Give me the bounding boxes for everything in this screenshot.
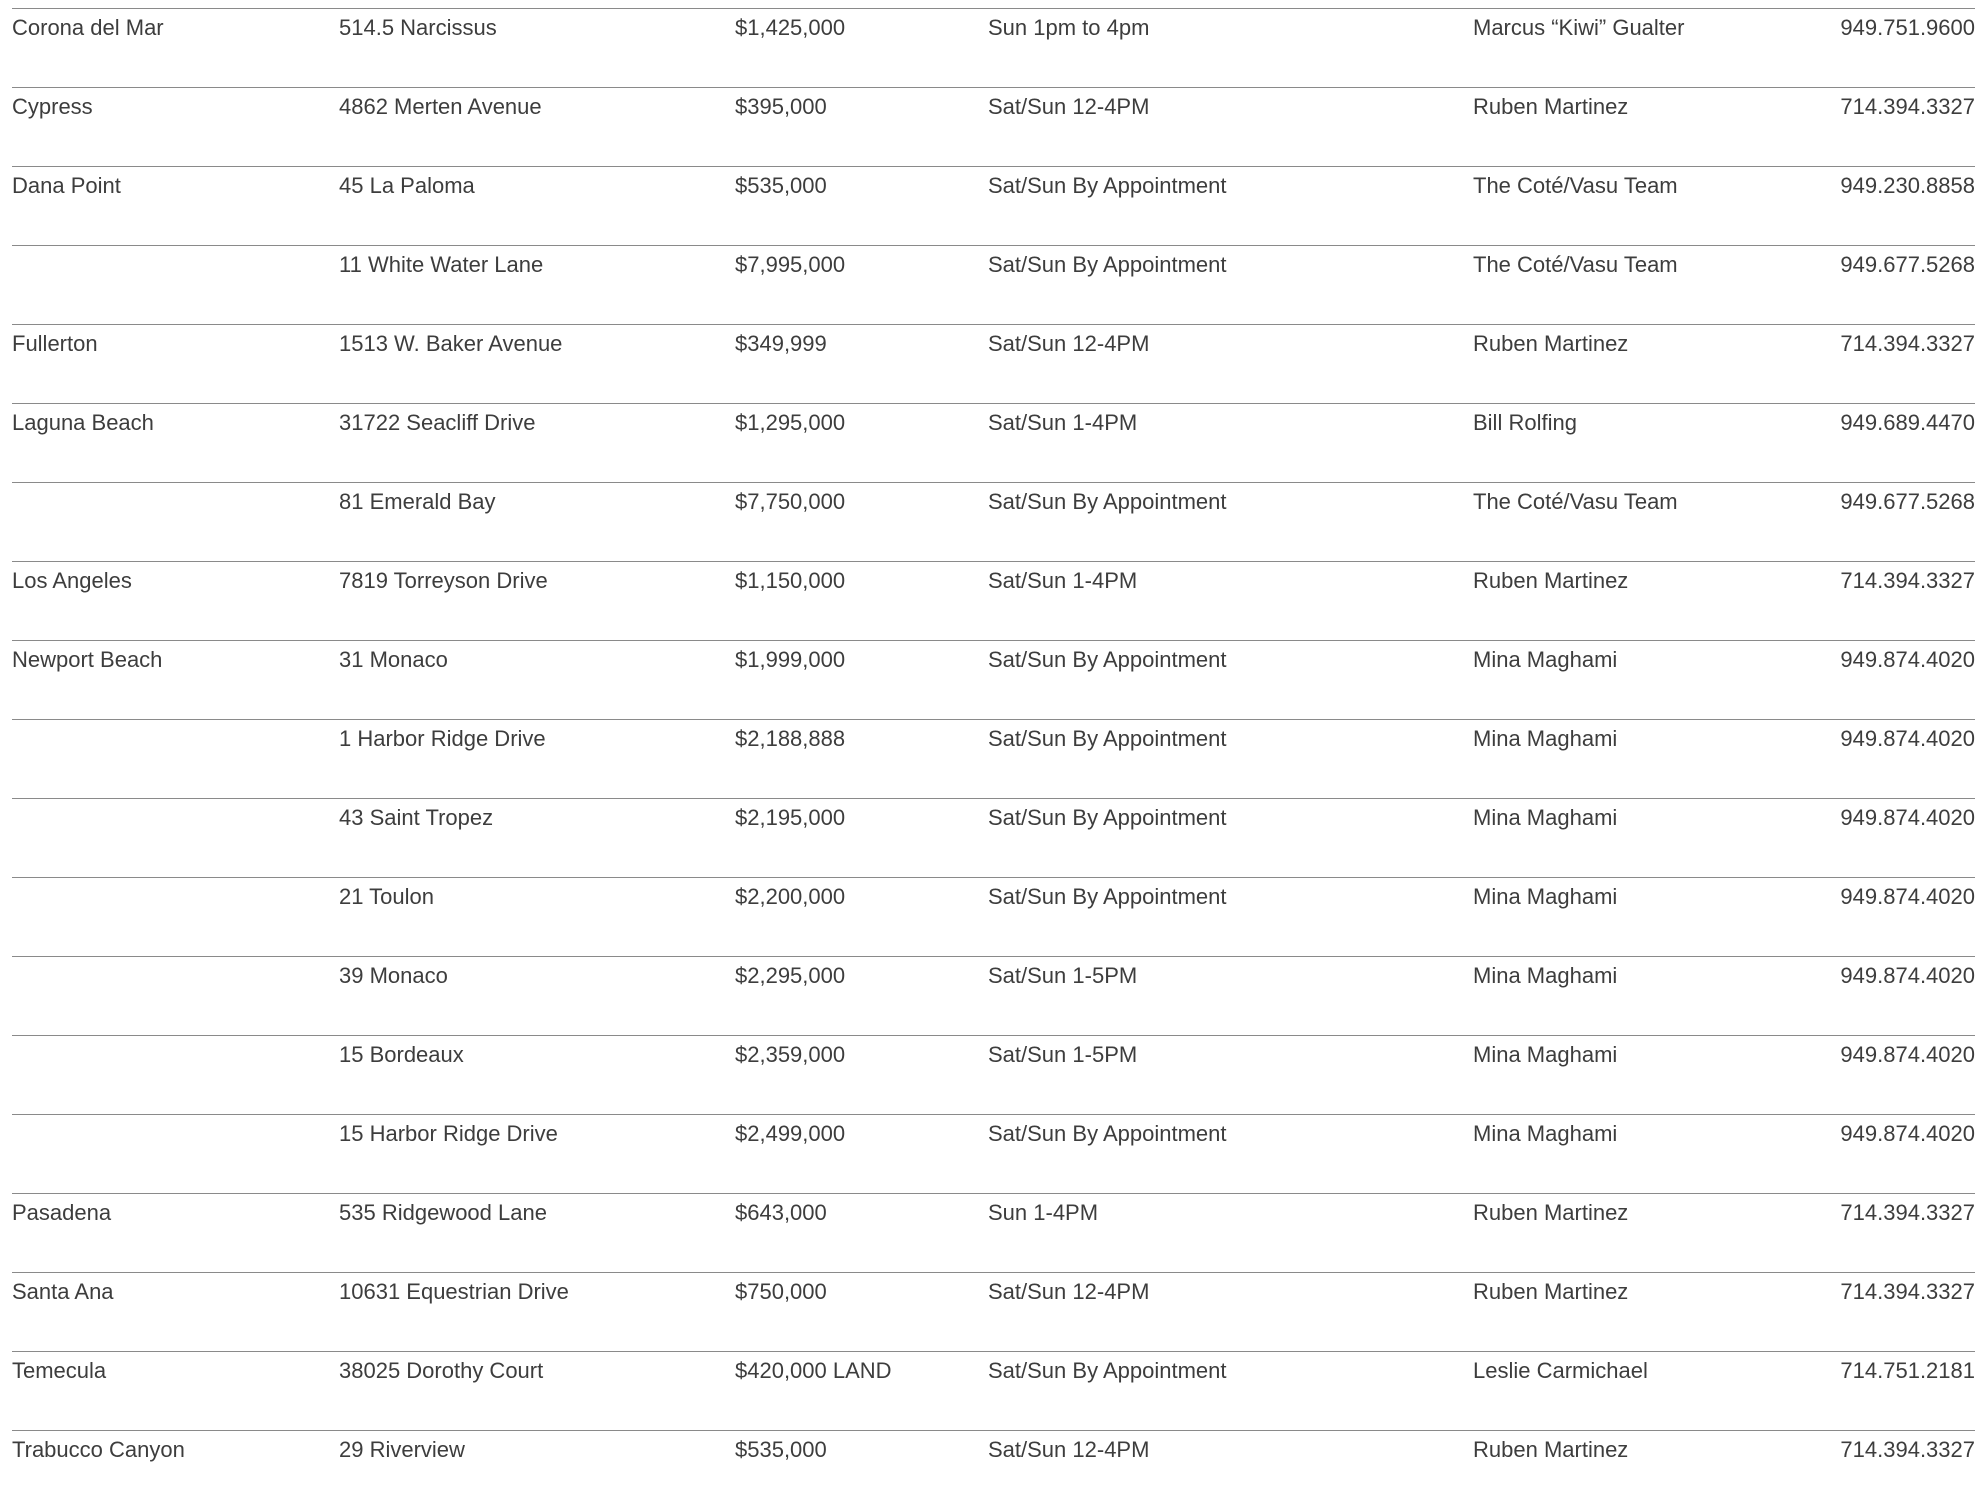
address-cell: 81 Emerald Bay xyxy=(339,483,735,562)
phone-cell: 949.677.5268 xyxy=(1805,483,1975,562)
city-cell xyxy=(12,246,339,325)
phone-cell: 949.689.4470 xyxy=(1805,404,1975,483)
phone-cell: 949.874.4020 xyxy=(1805,720,1975,799)
city-cell: Cypress xyxy=(12,88,339,167)
city-cell xyxy=(12,957,339,1036)
hours-cell: Sun 1pm to 4pm xyxy=(988,9,1473,88)
open-house-listings-table xyxy=(12,8,1975,1491)
address-cell: 514.5 Narcissus xyxy=(339,9,735,88)
address-cell: 11 White Water Lane xyxy=(339,246,735,325)
address-cell: 31722 Seacliff Drive xyxy=(339,404,735,483)
price-cell: $349,999 xyxy=(735,325,988,404)
hours-cell: Sat/Sun 1-4PM xyxy=(988,562,1473,641)
table-row xyxy=(12,878,1975,957)
table-row xyxy=(12,246,1975,325)
hours-cell: Sun 1-4PM xyxy=(988,1194,1473,1273)
city-cell: Pasadena xyxy=(12,1194,339,1273)
city-cell xyxy=(12,483,339,562)
hours-cell: Sat/Sun 1-4PM xyxy=(988,404,1473,483)
address-cell: 1513 W. Baker Avenue xyxy=(339,325,735,404)
hours-cell: Sat/Sun By Appointment xyxy=(988,1115,1473,1194)
agent-cell: Mina Maghami xyxy=(1473,641,1805,720)
phone-cell: 714.394.3327 xyxy=(1805,1273,1975,1352)
price-cell: $7,750,000 xyxy=(735,483,988,562)
address-cell: 43 Saint Tropez xyxy=(339,799,735,878)
city-cell: Temecula xyxy=(12,1352,339,1431)
price-cell: $2,295,000 xyxy=(735,957,988,1036)
price-cell: $535,000 xyxy=(735,1431,988,1491)
address-cell: 10631 Equestrian Drive xyxy=(339,1273,735,1352)
agent-cell: Ruben Martinez xyxy=(1473,1431,1805,1491)
agent-cell: The Coté/Vasu Team xyxy=(1473,246,1805,325)
phone-cell: 949.874.4020 xyxy=(1805,878,1975,957)
table-row xyxy=(12,1194,1975,1273)
table-row xyxy=(12,483,1975,562)
city-cell: Los Angeles xyxy=(12,562,339,641)
agent-cell: Ruben Martinez xyxy=(1473,1273,1805,1352)
agent-cell: Ruben Martinez xyxy=(1473,1194,1805,1273)
agent-cell: Marcus “Kiwi” Gualter xyxy=(1473,9,1805,88)
hours-cell: Sat/Sun By Appointment xyxy=(988,167,1473,246)
address-cell: 29 Riverview xyxy=(339,1431,735,1491)
city-cell xyxy=(12,799,339,878)
address-cell: 31 Monaco xyxy=(339,641,735,720)
hours-cell: Sat/Sun By Appointment xyxy=(988,799,1473,878)
address-cell: 4862 Merten Avenue xyxy=(339,88,735,167)
address-cell: 45 La Paloma xyxy=(339,167,735,246)
price-cell: $2,499,000 xyxy=(735,1115,988,1194)
agent-cell: Bill Rolfing xyxy=(1473,404,1805,483)
agent-cell: Mina Maghami xyxy=(1473,1115,1805,1194)
phone-cell: 949.874.4020 xyxy=(1805,799,1975,878)
phone-cell: 714.394.3327 xyxy=(1805,1194,1975,1273)
address-cell: 15 Bordeaux xyxy=(339,1036,735,1115)
hours-cell: Sat/Sun 12-4PM xyxy=(988,1431,1473,1491)
price-cell: $1,150,000 xyxy=(735,562,988,641)
price-cell: $7,995,000 xyxy=(735,246,988,325)
address-cell: 15 Harbor Ridge Drive xyxy=(339,1115,735,1194)
address-cell: 21 Toulon xyxy=(339,878,735,957)
table-row xyxy=(12,167,1975,246)
table-row xyxy=(12,404,1975,483)
phone-cell: 949.874.4020 xyxy=(1805,1036,1975,1115)
table-row xyxy=(12,1036,1975,1115)
city-cell xyxy=(12,1036,339,1115)
agent-cell: Mina Maghami xyxy=(1473,878,1805,957)
city-cell: Corona del Mar xyxy=(12,9,339,88)
address-cell: 1 Harbor Ridge Drive xyxy=(339,720,735,799)
phone-cell: 949.230.8858 xyxy=(1805,167,1975,246)
hours-cell: Sat/Sun 12-4PM xyxy=(988,88,1473,167)
price-cell: $535,000 xyxy=(735,167,988,246)
city-cell xyxy=(12,878,339,957)
hours-cell: Sat/Sun By Appointment xyxy=(988,720,1473,799)
city-cell: Santa Ana xyxy=(12,1273,339,1352)
hours-cell: Sat/Sun 1-5PM xyxy=(988,1036,1473,1115)
price-cell: $1,295,000 xyxy=(735,404,988,483)
table-row xyxy=(12,641,1975,720)
price-cell: $395,000 xyxy=(735,88,988,167)
address-cell: 38025 Dorothy Court xyxy=(339,1352,735,1431)
phone-cell: 949.874.4020 xyxy=(1805,641,1975,720)
phone-cell: 714.751.2181 xyxy=(1805,1352,1975,1431)
price-cell: $1,999,000 xyxy=(735,641,988,720)
table-row xyxy=(12,720,1975,799)
hours-cell: Sat/Sun 12-4PM xyxy=(988,1273,1473,1352)
price-cell: $2,195,000 xyxy=(735,799,988,878)
city-cell: Dana Point xyxy=(12,167,339,246)
agent-cell: Ruben Martinez xyxy=(1473,88,1805,167)
price-cell: $2,200,000 xyxy=(735,878,988,957)
phone-cell: 714.394.3327 xyxy=(1805,562,1975,641)
city-cell: Newport Beach xyxy=(12,641,339,720)
table-row xyxy=(12,562,1975,641)
agent-cell: The Coté/Vasu Team xyxy=(1473,483,1805,562)
phone-cell: 714.394.3327 xyxy=(1805,1431,1975,1491)
hours-cell: Sat/Sun By Appointment xyxy=(988,1352,1473,1431)
agent-cell: Mina Maghami xyxy=(1473,799,1805,878)
city-cell xyxy=(12,720,339,799)
table-row xyxy=(12,1273,1975,1352)
table-row xyxy=(12,1431,1975,1491)
hours-cell: Sat/Sun By Appointment xyxy=(988,483,1473,562)
table-row xyxy=(12,799,1975,878)
price-cell: $2,188,888 xyxy=(735,720,988,799)
hours-cell: Sat/Sun 1-5PM xyxy=(988,957,1473,1036)
hours-cell: Sat/Sun 12-4PM xyxy=(988,325,1473,404)
phone-cell: 949.874.4020 xyxy=(1805,957,1975,1036)
phone-cell: 949.874.4020 xyxy=(1805,1115,1975,1194)
city-cell: Fullerton xyxy=(12,325,339,404)
table-row xyxy=(12,957,1975,1036)
agent-cell: Ruben Martinez xyxy=(1473,325,1805,404)
hours-cell: Sat/Sun By Appointment xyxy=(988,878,1473,957)
agent-cell: Mina Maghami xyxy=(1473,957,1805,1036)
address-cell: 535 Ridgewood Lane xyxy=(339,1194,735,1273)
price-cell: $420,000 LAND xyxy=(735,1352,988,1431)
phone-cell: 714.394.3327 xyxy=(1805,88,1975,167)
agent-cell: The Coté/Vasu Team xyxy=(1473,167,1805,246)
agent-cell: Leslie Carmichael xyxy=(1473,1352,1805,1431)
phone-cell: 949.677.5268 xyxy=(1805,246,1975,325)
table-row xyxy=(12,325,1975,404)
price-cell: $643,000 xyxy=(735,1194,988,1273)
city-cell: Laguna Beach xyxy=(12,404,339,483)
phone-cell: 714.394.3327 xyxy=(1805,325,1975,404)
address-cell: 39 Monaco xyxy=(339,957,735,1036)
city-cell xyxy=(12,1115,339,1194)
agent-cell: Ruben Martinez xyxy=(1473,562,1805,641)
table-row xyxy=(12,1115,1975,1194)
agent-cell: Mina Maghami xyxy=(1473,1036,1805,1115)
agent-cell: Mina Maghami xyxy=(1473,720,1805,799)
phone-cell: 949.751.9600 xyxy=(1805,9,1975,88)
table-row xyxy=(12,1352,1975,1431)
hours-cell: Sat/Sun By Appointment xyxy=(988,641,1473,720)
price-cell: $750,000 xyxy=(735,1273,988,1352)
table-row xyxy=(12,9,1975,88)
table-row xyxy=(12,88,1975,167)
price-cell: $1,425,000 xyxy=(735,9,988,88)
hours-cell: Sat/Sun By Appointment xyxy=(988,246,1473,325)
price-cell: $2,359,000 xyxy=(735,1036,988,1115)
address-cell: 7819 Torreyson Drive xyxy=(339,562,735,641)
city-cell: Trabucco Canyon xyxy=(12,1431,339,1491)
